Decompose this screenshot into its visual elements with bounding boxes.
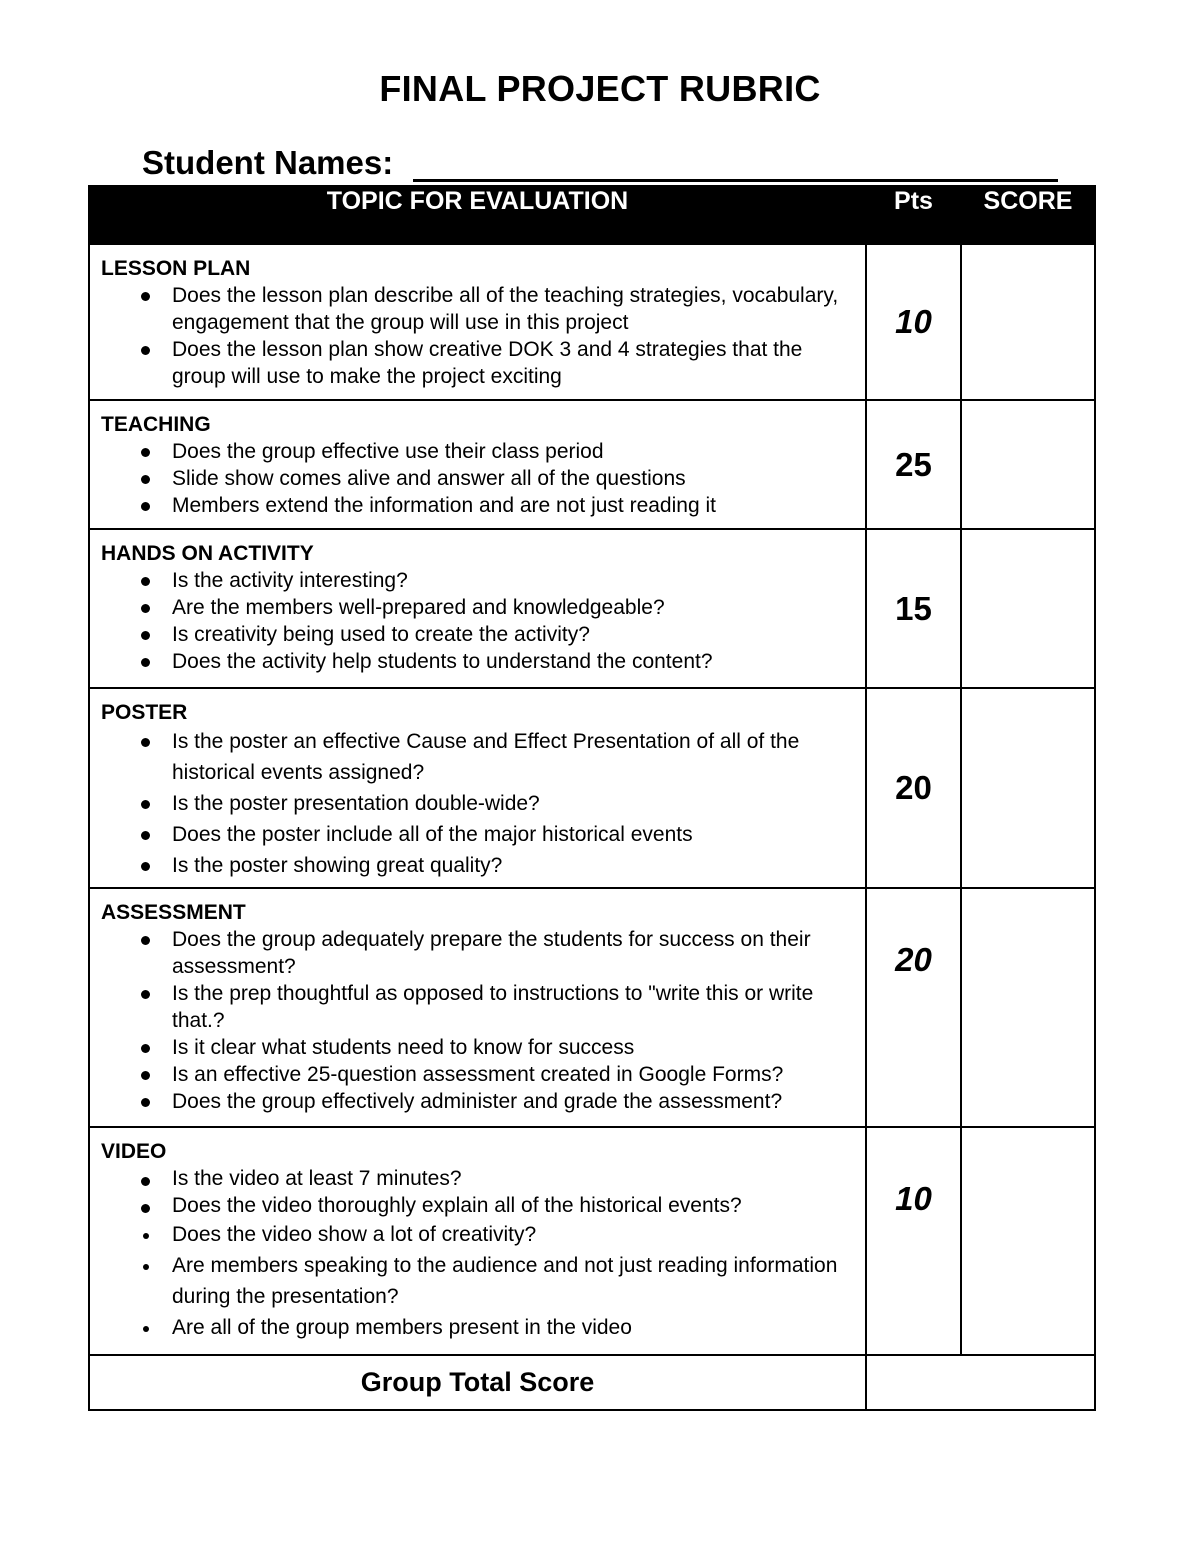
topic-cell-lesson-plan (89, 244, 866, 400)
topic-cell-teaching (89, 400, 866, 529)
list-item: Members extend the information and are not just reading it (101, 492, 855, 519)
score-cell[interactable] (961, 529, 1095, 688)
page-title: FINAL PROJECT RUBRIC (379, 68, 821, 109)
list-item: Does the group effective use their class period (101, 438, 855, 465)
section-title: TEACHING (101, 413, 211, 436)
pts-value: 10 (866, 1127, 961, 1355)
table-row (89, 529, 1095, 688)
topic-cell-video (89, 1127, 866, 1355)
topic-cell-assessment (89, 888, 866, 1127)
score-cell[interactable] (961, 400, 1095, 529)
rubric-table (88, 185, 1096, 1411)
table-row (89, 400, 1095, 529)
score-cell[interactable] (961, 244, 1095, 400)
topic-cell-poster (89, 688, 866, 888)
list-item: Is the poster an effective Cause and Effect Presentation of all of the historical events assigned? (101, 726, 855, 788)
header-row (89, 186, 1095, 244)
list-item: Is creativity being used to create the activity? (101, 621, 855, 648)
list-item: Is the activity interesting? (101, 567, 855, 594)
total-row (89, 1355, 1095, 1410)
topic-cell-hands-on-activity (89, 529, 866, 688)
list-item: Does the video show a lot of creativity? (101, 1219, 855, 1250)
list-item: Are members speaking to the audience and not just reading information during the presentation? (101, 1250, 855, 1312)
score-cell[interactable] (961, 1127, 1095, 1355)
section-title: VIDEO (101, 1140, 167, 1163)
list-item: Are the members well-prepared and knowledgeable? (101, 594, 855, 621)
table-row (89, 244, 1095, 400)
list-item: Is the prep thoughtful as opposed to instructions to "write this or write that.? (101, 980, 855, 1034)
list-item: Does the activity help students to understand the content? (101, 648, 855, 675)
table-row (89, 1127, 1095, 1355)
list-item: Does the group effectively administer and grade the assessment? (101, 1088, 855, 1115)
list-item: Does the lesson plan show creative DOK 3 and 4 strategies that the group will use to make the project exciting (101, 336, 855, 390)
section-title: ASSESSMENT (101, 901, 246, 924)
list-item: Is the poster presentation double-wide? (101, 788, 855, 819)
score-header: SCORE (961, 186, 1095, 244)
list-item: Is an effective 25-question assessment created in Google Forms? (101, 1061, 855, 1088)
pts-value: 10 (866, 244, 961, 400)
list-item: Slide show comes alive and answer all of the questions (101, 465, 855, 492)
list-item: Is it clear what students need to know for success (101, 1034, 855, 1061)
list-item: Does the group adequately prepare the students for success on their assessment? (101, 926, 855, 980)
list-item: Does the poster include all of the major historical events (101, 819, 855, 850)
student-names-field[interactable] (413, 143, 1058, 182)
student-names-row (142, 140, 1058, 182)
score-cell[interactable] (961, 888, 1095, 1127)
pts-header: Pts (866, 186, 961, 244)
list-item: Does the lesson plan describe all of the teaching strategies, vocabulary, engagement that the group will use in this project (101, 282, 855, 336)
student-names-label: Student Names: (142, 144, 394, 181)
table-row (89, 888, 1095, 1127)
pts-value: 20 (866, 688, 961, 888)
section-title: LESSON PLAN (101, 257, 251, 280)
group-total-label: Group Total Score (89, 1355, 866, 1410)
section-title: HANDS ON ACTIVITY (101, 542, 314, 565)
table-row (89, 688, 1095, 888)
score-cell[interactable] (961, 688, 1095, 888)
list-item: Are all of the group members present in the video (101, 1312, 855, 1343)
group-total-score-cell[interactable] (866, 1355, 1095, 1410)
list-item: Is the poster showing great quality? (101, 850, 855, 881)
list-item: Does the video thoroughly explain all of the historical events? (101, 1192, 855, 1219)
list-item: Is the video at least 7 minutes? (101, 1165, 855, 1192)
section-title: POSTER (101, 701, 188, 724)
pts-value: 25 (866, 400, 961, 529)
pts-value: 20 (866, 888, 961, 1127)
pts-value: 15 (866, 529, 961, 688)
topic-header: TOPIC FOR EVALUATION (89, 186, 866, 244)
